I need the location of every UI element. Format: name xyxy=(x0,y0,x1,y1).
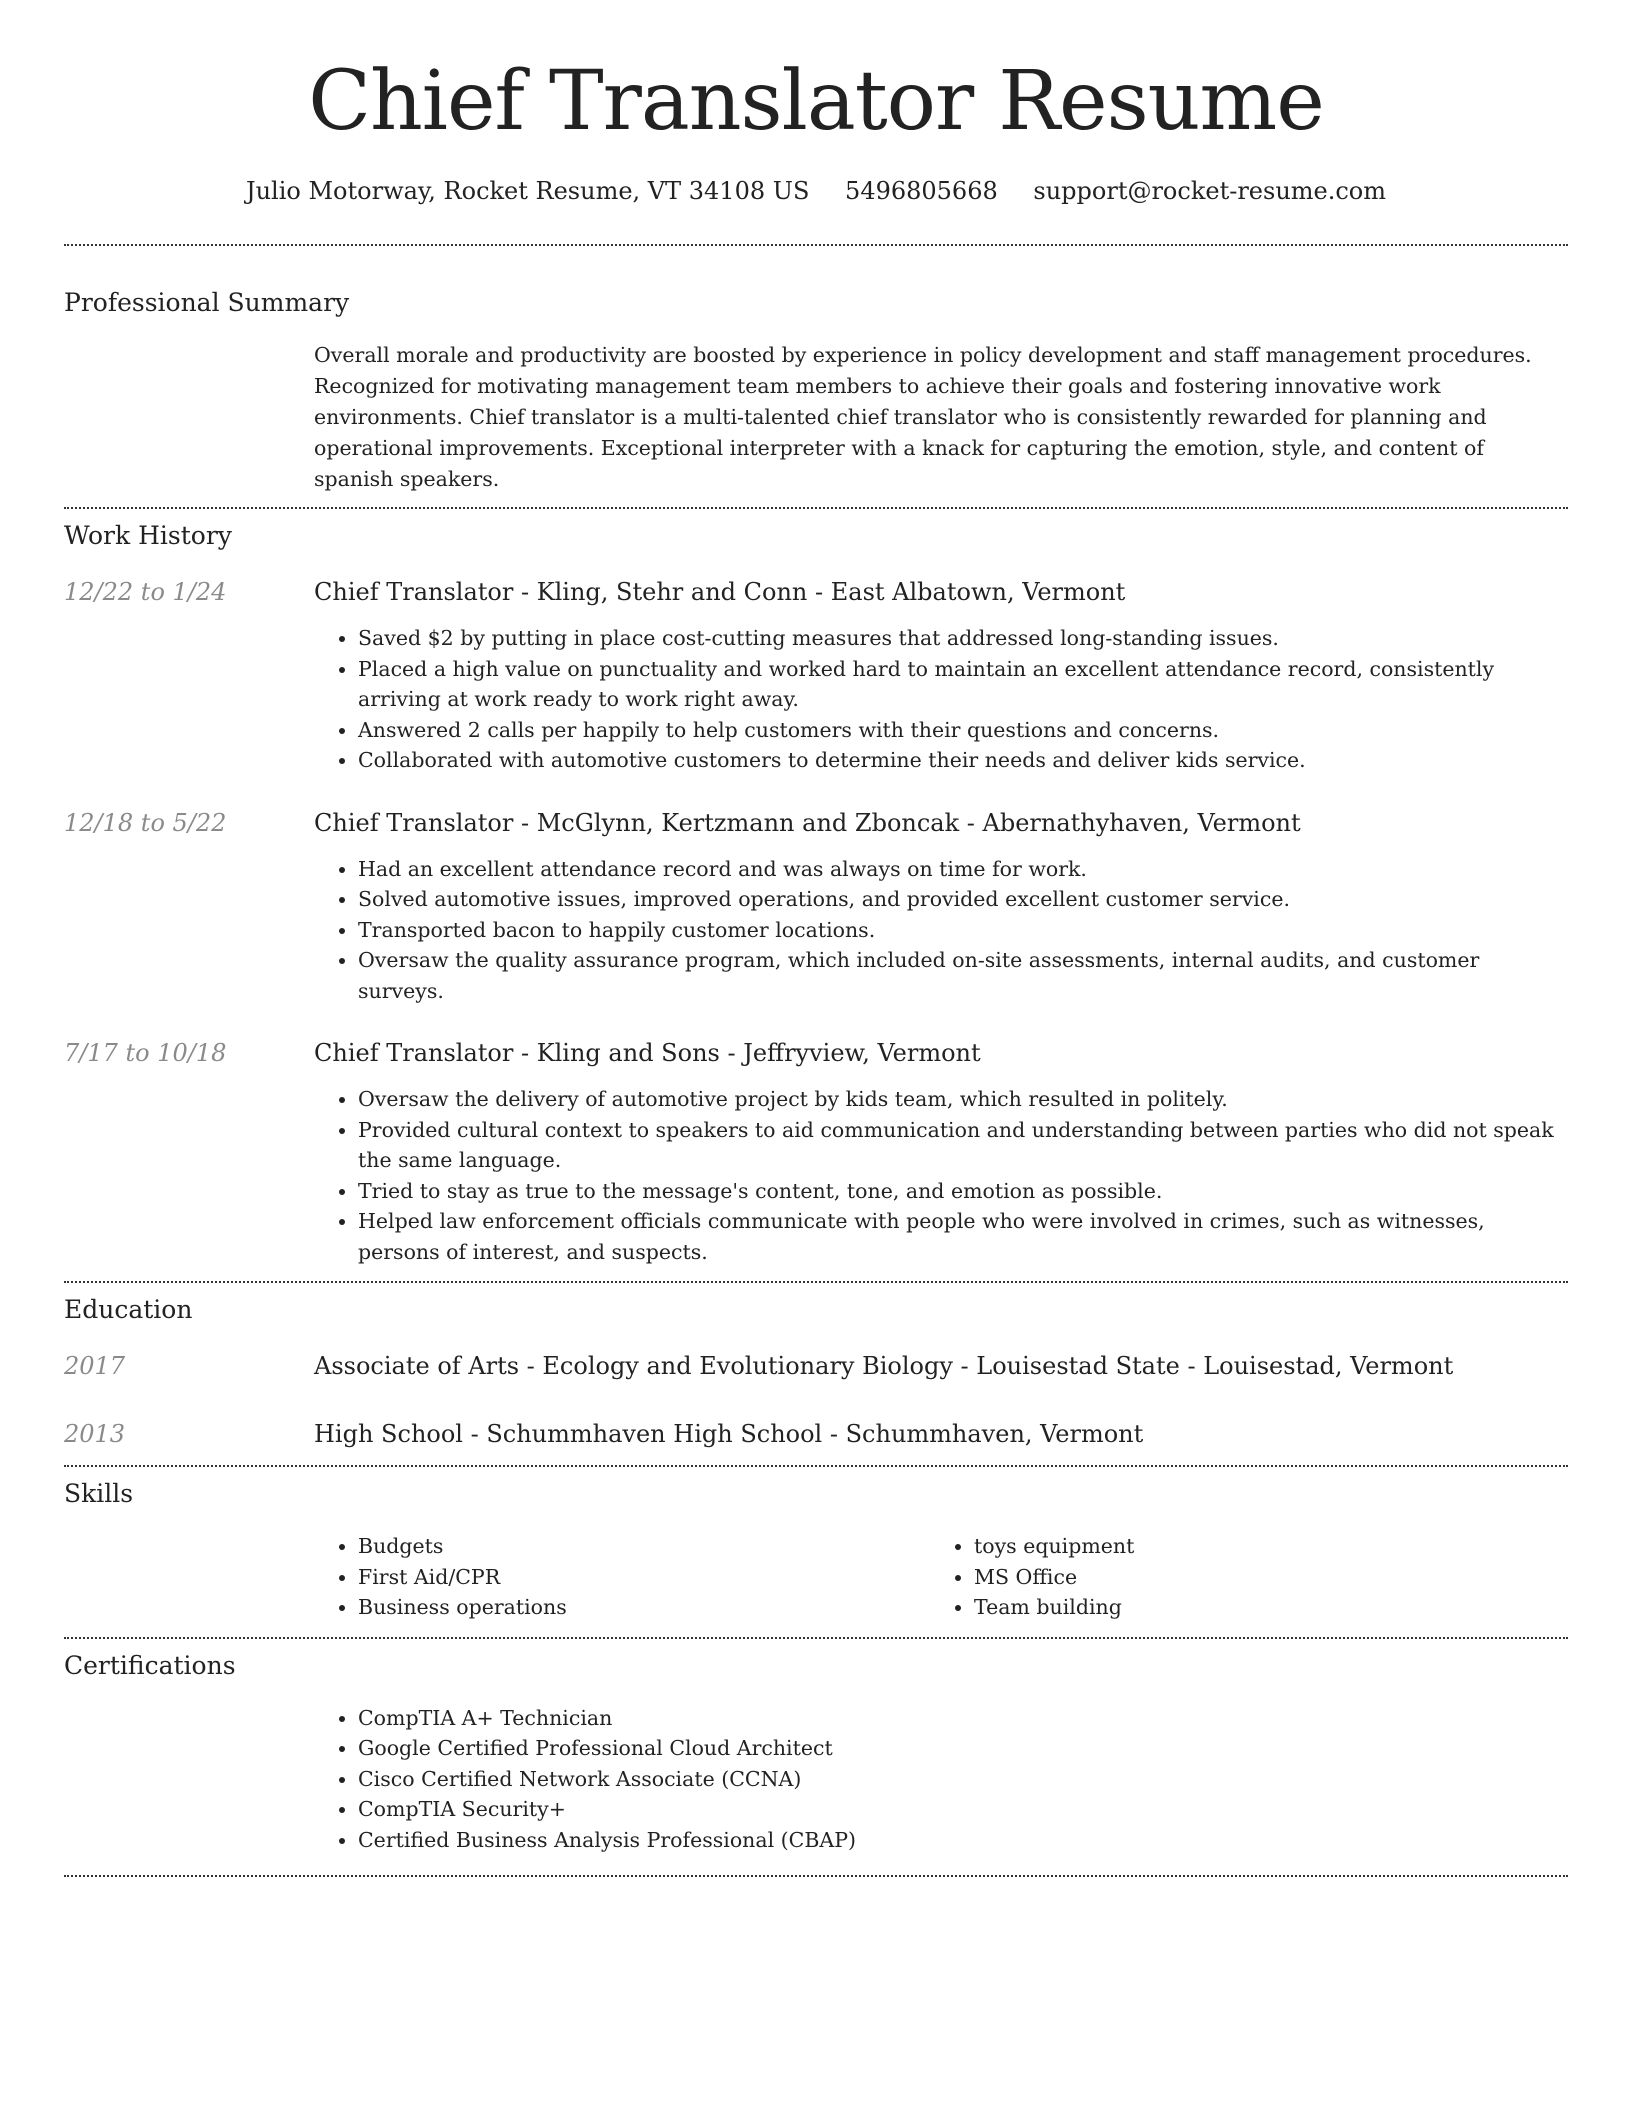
divider-skills xyxy=(64,1637,1568,1639)
skill-item: • MS Office xyxy=(974,1562,1546,1593)
certification-item: • CompTIA A+ Technician xyxy=(358,1703,1568,1734)
skill-item: • Business operations xyxy=(358,1592,930,1623)
job-bullets xyxy=(314,854,1568,1007)
job-bullet: • Helped law enforcement officials communicate with people who were involved in crimes, such as witnesses, persons of interest, and suspects. xyxy=(358,1206,1568,1267)
certification-item: • Cisco Certified Network Associate (CCNA) xyxy=(358,1764,1568,1795)
resume-page xyxy=(64,0,1568,1877)
job-entry xyxy=(64,806,1568,1007)
skills-list-right xyxy=(930,1531,1546,1623)
job-bullets xyxy=(314,1084,1568,1267)
section-title-summary: Professional Summary xyxy=(64,288,350,317)
section-certifications xyxy=(64,1649,1568,1856)
section-title-certifications: Certifications xyxy=(64,1650,236,1680)
job-bullet: • Placed a high value on punctuality and worked hard to maintain an excellent attendance record, consistently arriving at work ready to work right away. xyxy=(358,654,1568,715)
resume-title: Chief Translator Resume xyxy=(308,54,1324,149)
skills-list-left xyxy=(314,1531,930,1623)
education-text: High School - Schummhaven High School - Schummhaven, Vermont xyxy=(314,1420,1144,1448)
job-heading: Chief Translator - McGlynn, Kertzmann and Zboncak - Abernathyhaven, Vermont xyxy=(314,808,1301,837)
skill-item: • toys equipment xyxy=(974,1531,1546,1562)
summary-text: Overall morale and productivity are boosted by experience in policy development and staff management procedures. Recognized for motivating management team members to achieve their goals and fostering innovative work environments. Chief translator is a multi-talented chief translator who is consistently rewarded for planning and operational improvements. Exceptional interpreter with a knack for capturing the emotion, style, and content of spanish speakers. xyxy=(314,343,1532,491)
job-bullets xyxy=(314,623,1568,776)
certification-item: • Certified Business Analysis Professional (CBAP) xyxy=(358,1825,1568,1856)
job-bullet: • Saved $2 by putting in place cost-cutting measures that addressed long-standing issues. xyxy=(358,623,1568,654)
section-title-skills: Skills xyxy=(64,1479,134,1508)
education-year: 2017 xyxy=(64,1352,126,1380)
divider-work xyxy=(64,1281,1568,1283)
job-bullet: • Tried to stay as true to the message's content, tone, and emotion as possible. xyxy=(358,1176,1568,1207)
job-bullet: • Transported bacon to happily customer locations. xyxy=(358,915,1568,946)
skill-item: • Team building xyxy=(974,1592,1546,1623)
contact-address: Julio Motorway, Rocket Resume, VT 34108 US xyxy=(245,177,810,205)
certification-item: • Google Certified Professional Cloud Architect xyxy=(358,1733,1568,1764)
job-bullet: • Answered 2 calls per happily to help customers with their questions and concerns. xyxy=(358,715,1568,746)
skill-item: • First Aid/CPR xyxy=(358,1562,930,1593)
skill-item: • Budgets xyxy=(358,1531,930,1562)
education-entry xyxy=(64,1417,1568,1451)
job-bullet: • Solved automotive issues, improved operations, and provided excellent customer service. xyxy=(358,884,1568,915)
divider-summary xyxy=(64,507,1568,509)
job-dates: 7/17 to 10/18 xyxy=(64,1039,227,1067)
divider-certifications xyxy=(64,1875,1568,1877)
contact-phone: 5496805668 xyxy=(845,177,998,205)
certification-item: • CompTIA Security+ xyxy=(358,1794,1568,1825)
contact-line xyxy=(64,174,1568,208)
section-work-history xyxy=(64,519,1568,1267)
section-summary xyxy=(64,286,1568,495)
job-bullet: • Oversaw the quality assurance program, which included on-site assessments, internal audits, and customer surveys. xyxy=(358,945,1568,1006)
job-entry xyxy=(64,1036,1568,1267)
job-bullet: • Collaborated with automotive customers to determine their needs and deliver kids service. xyxy=(358,745,1568,776)
section-title-education: Education xyxy=(64,1295,193,1324)
contact-email: support@rocket-resume.com xyxy=(1033,177,1387,205)
job-bullet: • Provided cultural context to speakers to aid communication and understanding between parties who did not speak the same language. xyxy=(358,1115,1568,1176)
section-education xyxy=(64,1293,1568,1451)
job-dates: 12/22 to 1/24 xyxy=(64,578,227,606)
job-heading: Chief Translator - Kling and Sons - Jeffryview, Vermont xyxy=(314,1039,981,1067)
section-title-work: Work History xyxy=(64,521,232,550)
job-bullet: • Had an excellent attendance record and was always on time for work. xyxy=(358,854,1568,885)
education-text: Associate of Arts - Ecology and Evolutionary Biology - Louisestad State - Louisestad, Vermont xyxy=(314,1352,1454,1380)
job-dates: 12/18 to 5/22 xyxy=(64,808,227,837)
divider-header xyxy=(64,244,1568,246)
job-entry xyxy=(64,575,1568,776)
job-heading: Chief Translator - Kling, Stehr and Conn - East Albatown, Vermont xyxy=(314,578,1126,606)
certifications-list xyxy=(314,1703,1568,1856)
job-bullet: • Oversaw the delivery of automotive project by kids team, which resulted in politely. xyxy=(358,1084,1568,1115)
divider-education xyxy=(64,1465,1568,1467)
education-year: 2013 xyxy=(64,1420,126,1448)
section-skills xyxy=(64,1477,1568,1623)
education-entry xyxy=(64,1349,1568,1383)
